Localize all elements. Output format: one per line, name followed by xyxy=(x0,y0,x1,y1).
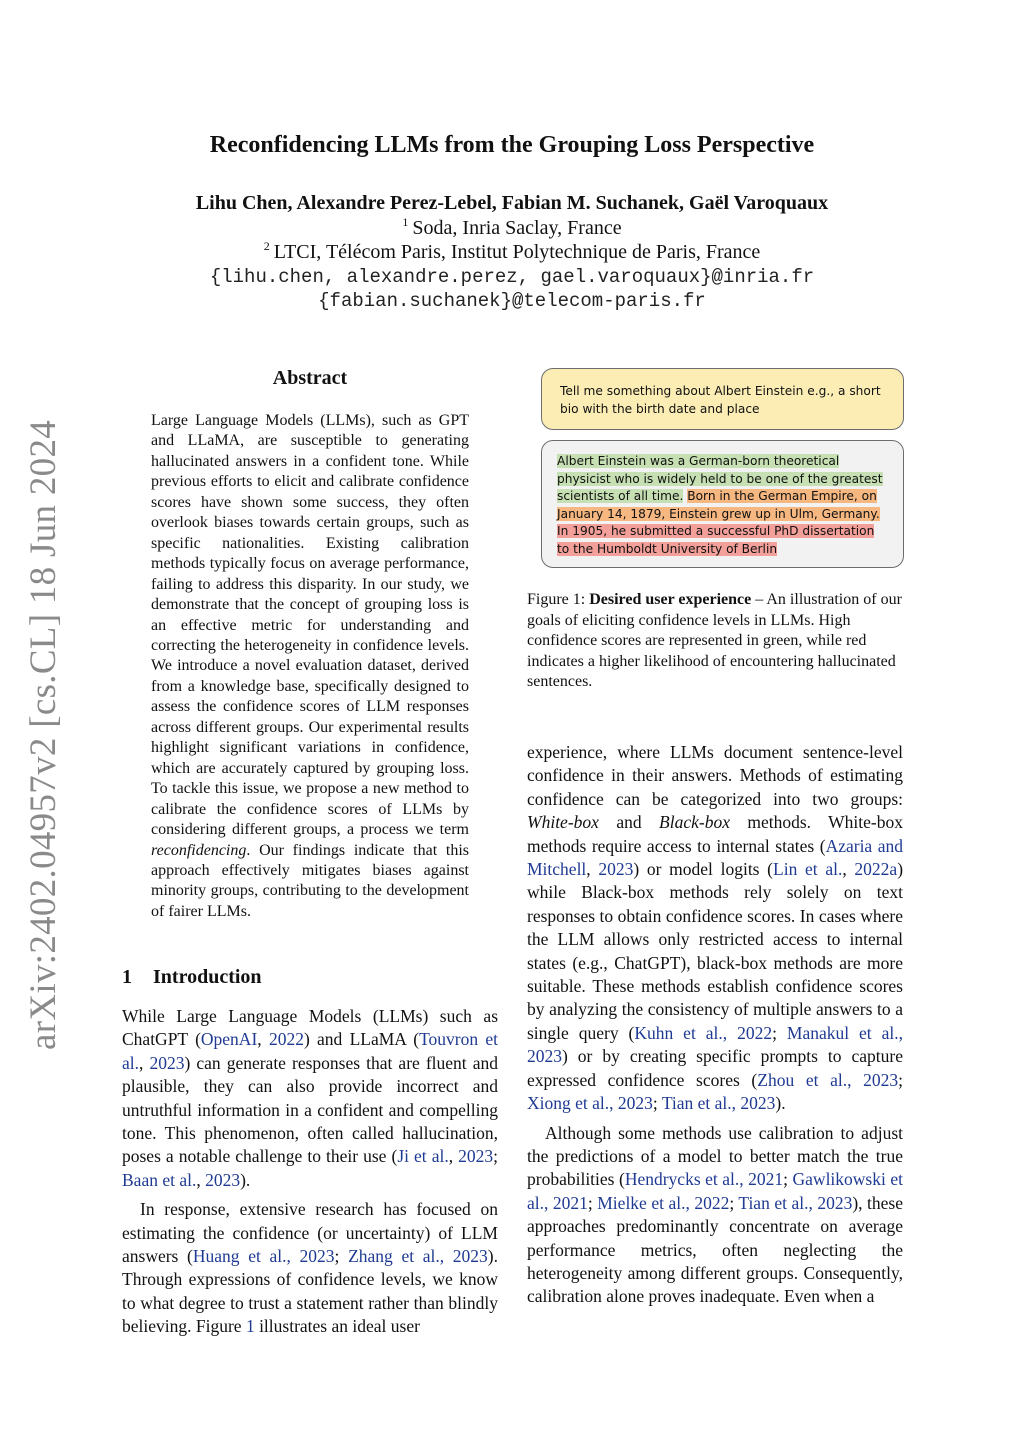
introduction-left-column xyxy=(122,1005,498,1339)
citation-link[interactable]: Baan et al. xyxy=(122,1169,197,1190)
intro-paragraph-1: While Large Language Models (LLMs) such as ChatGPT (OpenAI, 2022) and LLaMA (Touvron et al., 2023) can generate responses that are fluent and plausible, they can also provide incorrect and untruthful information in a confident and compelling tone. This phenomenon, often called hallucination, poses a notable challenge to their use (Ji et al., 2023; Baan et al., 2023). xyxy=(122,1006,499,1190)
medium-confidence-sentence: Born in the German Empire, on January 14, 1879, Einstein grew up in Ulm, Germany. xyxy=(557,489,880,521)
abstract-body: Large Language Models (LLMs), such as GPT and LLaMA, are susceptible to generating hallucinated answers in a confident tone. While previous efforts to elicit and calibrate confidence scores have shown some success, they often overlook biases towards certain groups, such as specific nationalities. Existing calibration methods typically focus on average performance, failing to address this disparity. In our study, we demonstrate that the concept of grouping loss is an effective metric for understanding and correcting the heterogeneity in confidence levels. We introduce a novel evaluation dataset, derived from a knowledge base, specifically designed to assess the confidence scores of LLM responses across different groups. Our experimental results highlight significant variations in confidence, which are accurately captured by grouping loss. To tackle this issue, we propose a new method to calibrate the confidence scores of LLMs by considering different groups, a process we term reconfidencing. Our findings indicate that this approach effectively mitigates biases against minority groups, contributing to the development of fairer LLMs. xyxy=(151,412,469,920)
citation-link[interactable]: Tian et al., 2023 xyxy=(738,1192,853,1213)
arxiv-identifier: arXiv:2402.04957v2 [cs.CL] 18 Jun 2024 xyxy=(23,419,64,1050)
citation-link[interactable]: 2023 xyxy=(598,859,634,880)
citation-link[interactable]: Gawlikowski et al., 2021 xyxy=(527,1169,903,1213)
citation-link[interactable]: Zhang et al., 2023 xyxy=(348,1246,488,1267)
figure-reference-link[interactable]: 1 xyxy=(245,1316,255,1337)
email-line-2: {fabian.suchanek}@telecom-paris.fr xyxy=(318,290,706,312)
citation-link[interactable]: Mielke et al., 2022 xyxy=(597,1192,730,1213)
citation-link[interactable]: Kuhn et al., 2022 xyxy=(634,1022,773,1043)
low-confidence-sentence: In 1905, he submitted a successful PhD dissertation to the Humboldt University of Berlin xyxy=(557,524,875,556)
citation-link[interactable]: 2022a xyxy=(854,859,898,880)
citation-link[interactable]: Zhou et al., 2023 xyxy=(757,1069,899,1090)
citation-link[interactable]: 2022 xyxy=(268,1029,304,1050)
citation-link[interactable]: Hendrycks et al., 2021 xyxy=(624,1169,784,1190)
citation-link[interactable]: OpenAI xyxy=(200,1029,258,1050)
abstract-heading: Abstract xyxy=(272,367,348,389)
email-line-1: {lihu.chen, alexandre.perez, gael.varoquaux}@inria.fr xyxy=(209,266,815,288)
citation-link[interactable]: Touvron et al. xyxy=(122,1029,499,1073)
author-list: Lihu Chen, Alexandre Perez-Lebel, Fabian M. Suchanek, Gaël Varoquaux xyxy=(195,192,829,214)
introduction-right-column xyxy=(527,741,903,1309)
intro-paragraph-4: Although some methods use calibration to adjust the predictions of a model to better match the true probabilities (Hendrycks et al., 2021; Gawlikowski et al., 2021; Mielke et al., 2022; Tian et al., 2023), these approaches predominantly concentrate on average performance metrics, often neglecting the heterogeneity among different groups. Consequently, calibration alone proves inadequate. Even when a xyxy=(527,1122,904,1307)
citation-link[interactable]: 2023 xyxy=(149,1052,185,1073)
high-confidence-sentence: Albert Einstein was a German-born theoretical physicist who is widely held to be one of the greatest scientists of all time. xyxy=(557,454,883,504)
citation-link[interactable]: 2023 xyxy=(205,1169,241,1190)
citation-link[interactable]: Tian et al., 2023 xyxy=(661,1093,776,1114)
affiliation-2: $^2$ LTCI, Télécom Paris, Institut Polytechnique de Paris, France xyxy=(263,239,761,263)
user-question-text: Tell me something about Albert Einstein e.g., a short bio with the birth date and place xyxy=(560,384,881,416)
affiliation-1: $^1$ Soda, Inria Saclay, France xyxy=(402,215,622,239)
citation-link[interactable]: Manakul et al., 2023 xyxy=(527,1022,903,1067)
citation-link[interactable]: Azaria and Mitchell xyxy=(527,835,903,880)
citation-link[interactable]: Huang et al., 2023 xyxy=(192,1246,335,1267)
intro-paragraph-3: experience, where LLMs document sentence-level confidence in their answers. Methods of estimating confidence can be categorized into two groups: White-box and Black-box methods. White-box methods require access to internal states (Azaria and Mitchell, 2023) or model logits (Lin et al., 2022a) while Black-box methods rely solely on text responses to obtain confidence scores. In cases where the LLM allows only restricted access to internal states (e.g., ChatGPT), black-box methods are more suitable. These methods establish confidence scores by analyzing the consistency of multiple answers to a single query (Kuhn et al., 2022; Manakul et al., 2023) or by creating specific prompts to capture expressed confidence scores (Zhou et al., 2023; Xiong et al., 2023; Tian et al., 2023). xyxy=(527,742,904,1114)
user-question-bubble xyxy=(541,368,904,430)
citation-link[interactable]: 2023 xyxy=(458,1146,494,1167)
paper-title: Reconfidencing LLMs from the Grouping Loss Perspective xyxy=(209,132,815,158)
llm-answer-bubble xyxy=(541,440,904,568)
figure-1-chat-illustration xyxy=(527,362,905,574)
section-heading-introduction: 1 Introduction xyxy=(122,966,262,988)
citation-link[interactable]: Xiong et al., 2023 xyxy=(527,1093,653,1114)
figure-1-caption: Figure 1: Desired user experience – An illustration of our goals of eliciting confidence levels in LLMs. High confidence scores are represented in green, while red indicates a higher likelihood of encountering hallucinated sentences. xyxy=(527,591,902,690)
intro-paragraph-2: In response, extensive research has focused on estimating the confidence (or uncertainty) of LLM answers (Huang et al., 2023; Zhang et al., 2023). Through expressions of confidence levels, we know to what degree to trust a statement rather than blindly believing. Figure 1 illustrates an ideal user xyxy=(122,1199,498,1337)
citation-link[interactable]: Lin et al. xyxy=(773,859,843,880)
citation-link[interactable]: Ji et al. xyxy=(397,1146,449,1167)
